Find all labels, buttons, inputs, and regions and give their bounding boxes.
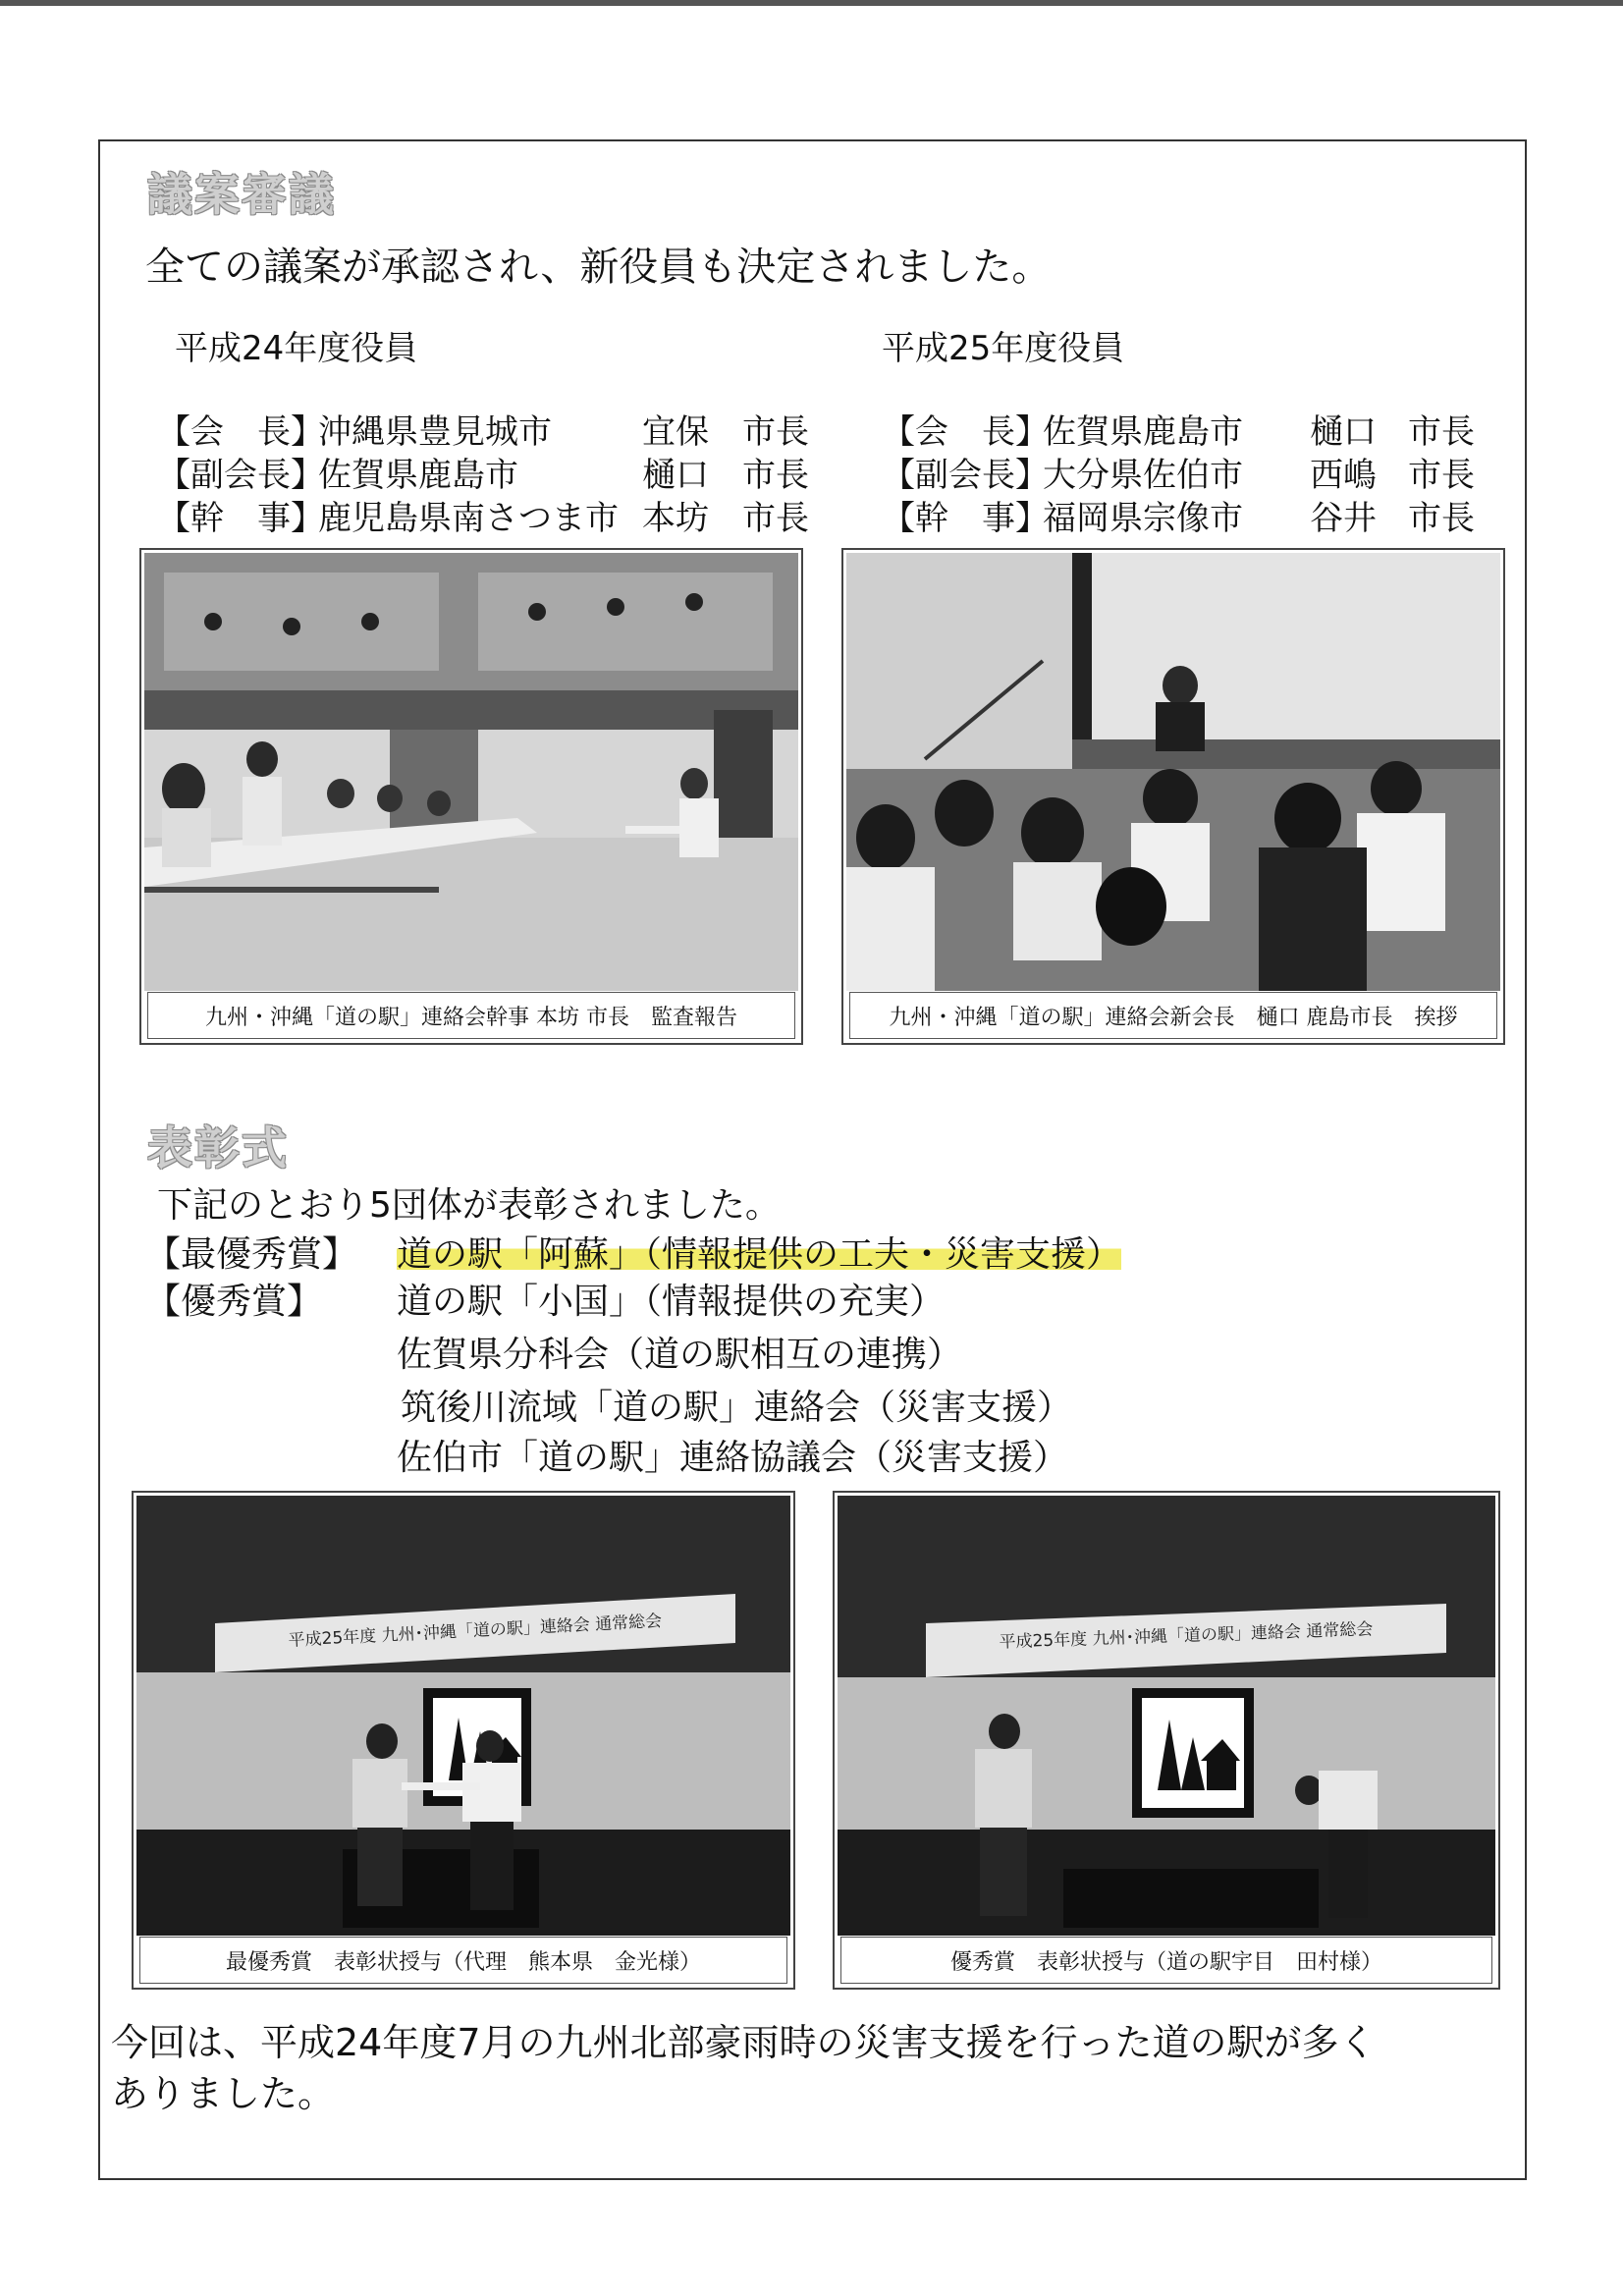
- officer-prev-row: [157, 497, 809, 540]
- officer-org: 大分県佐伯市: [1043, 456, 1243, 495]
- officer-role: 【会 長】: [882, 412, 1049, 452]
- officer-role: 【副会長】: [882, 456, 1049, 495]
- officer-position: 市長: [742, 456, 809, 495]
- photo-caption: 優秀賞 表彰状授与（道の駅宇目 田村様）: [840, 1937, 1492, 1984]
- officer-name: 本坊: [642, 499, 709, 538]
- officer-position: 市長: [1408, 499, 1475, 538]
- stage-banner-text: 平成25年度 九州･沖縄「道の駅」連絡会 通常総会: [999, 1619, 1374, 1653]
- officers-prev-title: 平成24年度役員: [175, 329, 418, 368]
- officer-org: 佐賀県鹿島市: [318, 456, 518, 495]
- officer-role: 【幹 事】: [157, 499, 324, 538]
- officer-name: 樋口: [1310, 412, 1377, 452]
- scan-top-edge: [0, 0, 1623, 6]
- speech-photo: [846, 553, 1500, 991]
- officer-new-row: [882, 497, 1475, 540]
- officer-org: 鹿児島県南さつま市: [318, 499, 619, 538]
- photo-excellence: [833, 1491, 1500, 1990]
- officer-position: 市長: [1408, 456, 1475, 495]
- section-title-awards: 表彰式: [147, 1121, 289, 1175]
- officer-position: 市長: [742, 499, 809, 538]
- meeting-hall-photo: [144, 553, 798, 991]
- photo-caption: 九州・沖縄「道の駅」連絡会新会長 樋口 鹿島市長 挨拶: [849, 992, 1497, 1039]
- officer-role: 【幹 事】: [882, 499, 1049, 538]
- excellence-label: 【優秀賞】: [145, 1282, 323, 1322]
- photo-caption: 九州・沖縄「道の駅」連絡会幹事 本坊 市長 監査報告: [147, 992, 795, 1039]
- officers-new-title: 平成25年度役員: [882, 329, 1125, 368]
- excellence-item: 筑後川流域「道の駅」連絡会（災害支援）: [401, 1388, 1073, 1428]
- section-title-deliberation: 議案審議: [147, 168, 336, 221]
- officer-name: 宜保: [642, 412, 709, 452]
- officer-role: 【会 長】: [157, 412, 324, 452]
- photo-grand-prize: [132, 1491, 795, 1990]
- deliberation-lead: 全ての議案が承認され、新役員も決定されました。: [145, 245, 1052, 290]
- officer-name: 谷井: [1310, 499, 1377, 538]
- photo-president-greeting: [841, 548, 1505, 1045]
- officer-org: 佐賀県鹿島市: [1043, 412, 1243, 452]
- officer-prev-row: [157, 410, 809, 454]
- officer-position: 市長: [742, 412, 809, 452]
- photo-caption: 最優秀賞 表彰状授与（代理 熊本県 金光様）: [139, 1937, 787, 1984]
- officer-org: 沖縄県豊見城市: [318, 412, 552, 452]
- photo-audit-report: [139, 548, 803, 1045]
- officer-prev-row: [157, 454, 809, 497]
- officer-name: 樋口: [642, 456, 709, 495]
- officer-name: 西嶋: [1310, 456, 1377, 495]
- excellence-item: 道の駅「小国」（情報提供の充実）: [397, 1282, 946, 1322]
- officer-org: 福岡県宗像市: [1043, 499, 1243, 538]
- award-ceremony-photo: [838, 1496, 1495, 1936]
- grand-prize-label: 【最優秀賞】: [145, 1234, 358, 1275]
- closing-line-2: ありました。: [111, 2072, 336, 2115]
- awards-lead: 下記のとおり5団体が表彰されました。: [157, 1185, 781, 1226]
- officer-new-row: [882, 454, 1475, 497]
- award-ceremony-photo: [136, 1496, 790, 1936]
- closing-line-1: 今回は、平成24年度7月の九州北部豪雨時の災害支援を行った道の駅が多く: [111, 2021, 1377, 2064]
- officer-role: 【副会長】: [157, 456, 324, 495]
- stage-banner-text: 平成25年度 九州･沖縄「道の駅」連絡会 通常総会: [288, 1612, 663, 1651]
- excellence-item: 佐伯市「道の駅」連絡協議会（災害支援）: [397, 1438, 1069, 1478]
- excellence-item: 佐賀県分科会（道の駅相互の連携）: [397, 1335, 963, 1375]
- officer-position: 市長: [1408, 412, 1475, 452]
- grand-prize-item: [397, 1232, 1121, 1278]
- officer-new-row: [882, 410, 1475, 454]
- highlighted-award: 道の駅「阿蘇」（情報提供の工夫・災害支援）: [397, 1234, 1122, 1275]
